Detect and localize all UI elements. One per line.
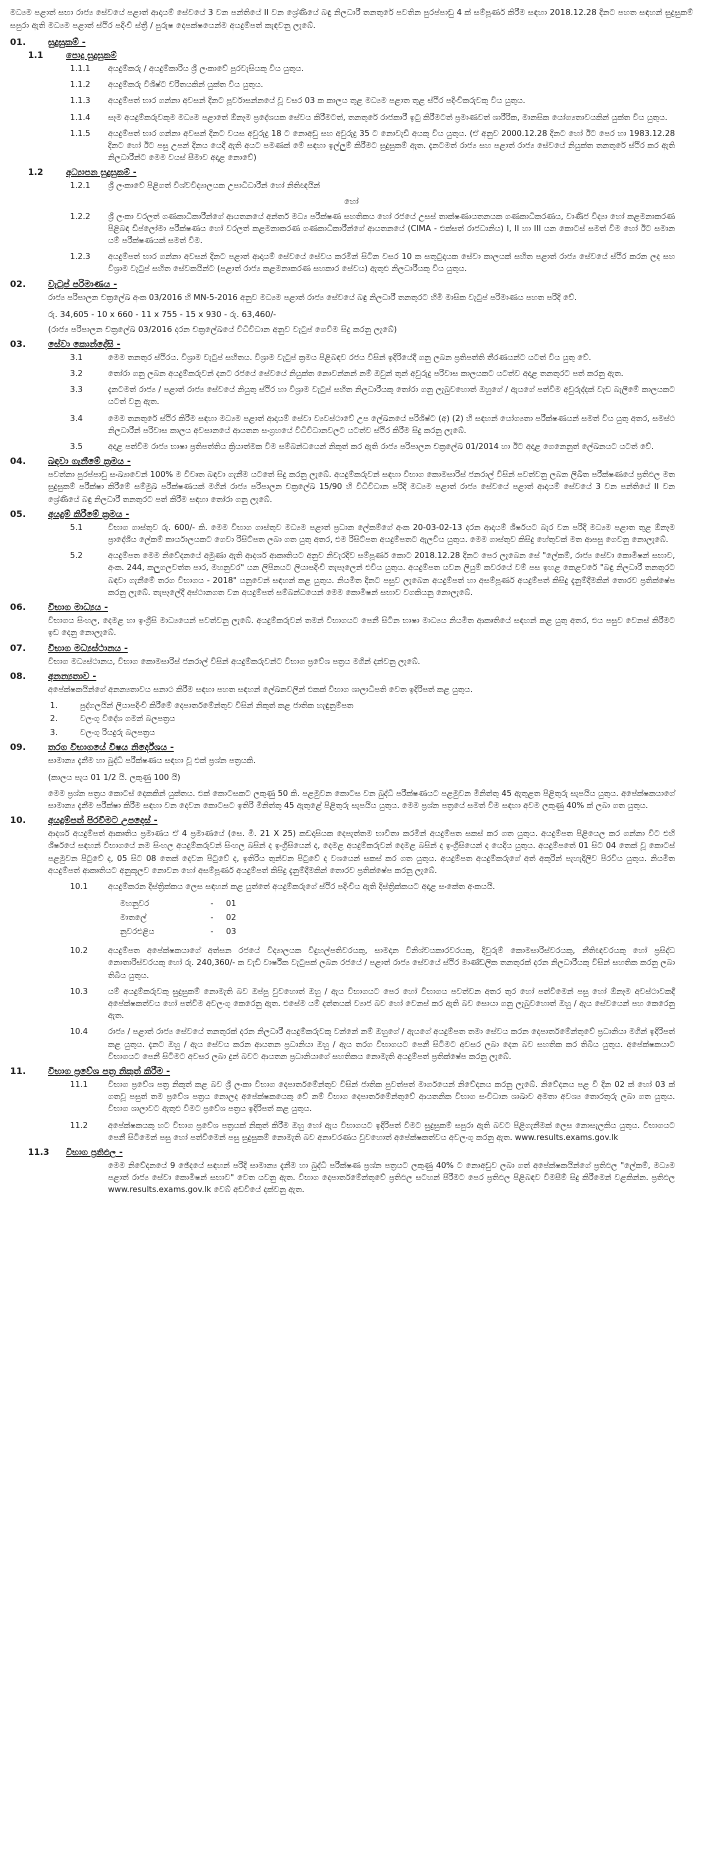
clause-item <box>70 251 693 275</box>
clause-number: 3.5 <box>70 442 83 452</box>
sections-container <box>10 38 693 1197</box>
clause-item <box>70 63 693 75</box>
clause-item <box>70 180 693 192</box>
section-block <box>10 644 693 668</box>
clause-item <box>70 79 693 91</box>
section-title: අයදුම්පත් පිරවීමට උපදෙස් - <box>48 816 158 827</box>
clause-number: 1.2.2 <box>70 211 91 221</box>
clause-text: අපේක්ෂකයකු හට විභාග ප්‍රවේශ පත්‍රයක් නිකුත් කිරීම ඔහු හෝ ඇය විභාගයට ඉදිරිපත් වීමට සුදුසුකම් සපුරා ඇති බවට පිළිගැනීමක් ලෙස නොසැලකිය යුතුය. විභාගයට පෙනී සිටීමෙන් පසු හෝ පත්වීමෙන් පසු සුදුසුකම් නොමැති බව අනාවරණය වුවහොත් අපේක්ෂකත්වය අවලංගු කරනු ඇත. www.results.exams.gov.lk <box>108 1120 675 1142</box>
clause-number: 3.1 <box>70 352 83 362</box>
list-text: වලංගු රියදුරු බලපත්‍රය <box>80 727 156 737</box>
clause-item <box>70 413 693 437</box>
clause-item <box>70 881 693 893</box>
clause-text: අයදුම්පත අපේක්ෂකයාගේ අත්සන රජයේ විද්‍යාලයක විදුහල්පතිවරයකු, සාමදාන විනිශ්චයකාරවරයකු, දිවුරුම් කොමසාරිස්වරයකු, නීතිඥවරයකු හෝ ප්‍රසිද්ධ නොතාරිස්වරයකු හෝ රු. 240,360/- ක වැඩි වාර්ෂික වැටුපක් ලබන රජයේ / පළාත් රාජ්‍ය සේවයේ ස්ථිර මාණ්ඩලික තනතුරක් දරන නිලධාරීයකු විසින් සහතික කරනු ලබා තිබිය යුතුය. <box>108 946 675 980</box>
list-text: වලංගු විදේශ ගමන් බලපත්‍රය <box>80 714 176 724</box>
clause-number: 5.1 <box>70 522 83 532</box>
section-number: 02. <box>10 279 26 290</box>
section-title: බඳවා ගැනීමේ ක්‍රමය - <box>48 457 131 468</box>
section-heading <box>10 644 693 654</box>
section-block <box>10 603 693 639</box>
section-heading <box>10 38 693 48</box>
clause-text: අයදුම්කරු / අයදුම්කාරිය ශ්‍රී ලංකාවේ පුරවැසියකු විය යුතුය. <box>108 64 304 73</box>
section-title: විභාග මධ්‍යස්ථානය - <box>48 643 128 654</box>
clause-number: 1.2.3 <box>70 252 91 262</box>
id-document-item <box>50 700 693 713</box>
section-number: 03. <box>10 339 26 350</box>
section-title: සුදුසුකම් - <box>48 38 86 48</box>
subsection-title: අධ්‍යාපන සුදුසුකම් - <box>66 168 137 179</box>
clause-text: ශ්‍රී ලංකා වරලත් ගණකාධිකාරීන්ගේ ආයතනයේ අන්තර් මධ්‍ය පරීක්ෂණ සහතිකය හෝ රජයේ උසස් තාක්ෂණායතනයක ගණකාධිකරණය, වාණිජ විද්‍යා හෝ කළමනාකරණ පිළිබඳ ඩිප්ලෝමා පරීක්ෂණය හෝ වරලත් කළමනාකරණ ගණකාධිකාරීන්ගේ ආයතනයේ (CIMA - එක්සත් රාජධානිය) I, II හා III යන කොටස් සමත් වීම හෝ ඊට සමාන යම් පරීක්ෂණයක් සමත් වීම. <box>108 211 675 246</box>
clause-item <box>70 986 693 1023</box>
clause-text: මෙම තනතුර ස්ථිරය. විශ්‍රාම වැටුප් සහිතය. විශ්‍රාම වැටුප් ක්‍රමය පිළිබඳව රජය විසින් ඉදිරියේදී ගනු ලබන ප්‍රතිපත්ති තීරණයන්ට යටත් විය යුතු වේ. <box>108 352 592 362</box>
intro-paragraph: මධ්‍යම පළාත් සභා රාජ්‍ය සේවයේ පළාත් ආදායම් සේවයේ 3 වන පන්තියේ II වන ශ්‍රේණියේ බඳු නිලධාරී තනතුරේ පවතින පුරප්පාඩු 4 ක් සම්පූර්ණ කිරීම සඳහා 2018.12.28 දිනට පහත සඳහන් සුදුසුකම් සපුරා ඇති මධ්‍යම පළාත් ස්ථිර පදිංචි ස්ත්‍රී / පුරුෂ දෙපක්ෂයෙන්ම අයදුම්පත් කැඳවනු ලැබේ. <box>10 7 693 30</box>
or-separator: හෝ <box>344 196 359 206</box>
clause-item <box>70 112 693 124</box>
clause-text: අයදුම්පත් භාර ගන්නා අවසන් දිනට පළාත් ආදායම් සේවයේ සේවය කරමින් සිටින වසර 10 ක සතුටුදායක සේවා කාලයක් සහිත පළාත් රාජ්‍ය සේවයේ ස්ථිර කරන ලද සහ විශ්‍රාම වැටුප් සහිත සේවකයින්ට (පළාත් රාජ්‍ය කළමනාකරණ සහකාර සේවය) ඇතුළු නිලධාරීයකු විය යුතුය. <box>108 252 675 274</box>
clause-number: 3.2 <box>70 369 83 379</box>
section-number: 08. <box>10 671 26 682</box>
clause-number: 1.1.4 <box>70 112 91 122</box>
clause-number: 10.4 <box>70 1027 88 1037</box>
section-number: 01. <box>10 38 26 48</box>
section-block <box>10 38 693 276</box>
clause-item <box>70 945 693 982</box>
salary-note: (රාජ්‍ය පරිපාලන චක්‍රලේඛ 03/2016 දරන චක්‍රලේඛයේ විධිවිධාන අනුව වැටුප් ගෙවීම සිදු කරනු ලැබේ) <box>48 323 397 334</box>
id-document-item <box>50 727 693 740</box>
section-block <box>10 1067 693 1197</box>
district-row <box>120 897 256 911</box>
clause-number: 10.1 <box>70 882 88 892</box>
section-title: විභාග ප්‍රවේශ පත්‍ර නිකුත් කිරීම - <box>48 1067 171 1078</box>
section-heading <box>10 340 693 350</box>
clause-number: 1.1.1 <box>70 64 91 73</box>
subsection-number: 1.1 <box>28 51 44 61</box>
section-heading <box>10 816 693 826</box>
subsection-heading <box>28 1148 693 1158</box>
clause-text: අයදුම්කරු විශිෂ්ට චරිතයකින් යුක්ත විය යුතුය. <box>108 80 264 90</box>
clause-text: අයදුම්කරන දිස්ත්‍රික්කය ලෙස සඳහන් කළ යුත්තේ අයදුම්කරුගේ ස්ථිර පදිංචිය ඇති දිස්ත්‍රික්කයට අදාළ සංකේත අංකයයි. <box>108 882 496 892</box>
clause-number: 1.1.5 <box>70 128 91 138</box>
subsection-number: 11.3 <box>28 1148 50 1159</box>
list-number: 2. <box>50 714 58 724</box>
clause-text: අදාළ පත්වීම රාජ්‍ය භාෂා ප්‍රතිපත්තිය ක්‍රියාත්මක වීම සම්බන්ධයෙන් නිකුත් කර ඇති රාජ්‍ය පරිපාලන චක්‍රලේඛ 01/2014 හා ඊට අදාළ ගෙනෙනුත් ලේඛනයට යටත් වේ. <box>108 442 654 452</box>
body-paragraph: ආදර්ශ අයදුම්පත් ආකෘතිය ප්‍රමාණය ඒ 4 ප්‍රමාණයේ (සෙ. මී. 21 X 25) කඩදාසියක දෙපැත්තම භාවිතා කරමින් අයදුම්පත සකස් කර ගත යුතුය. අයදුම්පත පිළියෙල කර ගන්නා විට එහි ශීර්ෂයේ සඳහන් විභාගයේ නම සිංහල අයදුම්කරුවන් සිංහල බසින් ද ඉංග්‍රීසියෙන් ද, දෙමළ අයදුම්කරුවන් දෙමළ බසින් ද ඉංග්‍රීසියෙන් ද යෙදිය යුතුය. අයදුම්පතේ 01 සිට 04 තෙක් වූ කොටස් පළමුවන පිටුවේ ද, 05 සිට 08 තෙක් දෙවන පිටුවේ ද, ඉතිරිය තුන්වන පිටුවේ ද වශයෙන් සකස් කර ගත යුතුය. අයදුම්පත අයදුම්කරුගේ අත් අකුරින් පැහැදිලිව පිරවිය යුතුය. නියමිත අයදුම්පත් ආකෘතියට අනුකූලව නොවන හෝ අසම්පූර්ණ අයදුම්පත් කිසිදු දැනුම්දීමකින් තොරව ප්‍රතික්ෂේප කරනු ලැබේ. <box>48 829 675 875</box>
clause-text: අයදුම්පත් භාර ගන්නා අවසන් දිනට වයස අවුරුදු 18 ට නොඅඩු සහ අවුරුදු 35 ට නොවැඩි අයකු විය යුතුය. (ඒ අනුව 2000.12.28 දිනට හෝ ඊට පෙර හා 1983.12.28 දිනට හෝ ඊට පසු උපන් දිනය යෙදී ඇති අයට පමණක් මේ සඳහා ඉල්ලුම් කිරීමට සුදුසුකම් ඇත. දැනටමත් රාජ්‍ය සහ පළාත් රාජ්‍ය සේවයේ නියුක්ත තනතුරේ ස්ථිර කර ඇති නිලධාරීන්ට මෙම වයස් සීමාව අදාළ නොවේ) <box>108 128 675 163</box>
section-heading <box>10 672 693 682</box>
district-name: මහනුවර <box>120 899 150 909</box>
section-number: 05. <box>10 509 26 520</box>
clause-number: 5.2 <box>70 551 83 561</box>
district-code-table <box>120 897 256 939</box>
section-heading <box>10 743 693 753</box>
section-number: 04. <box>10 457 26 468</box>
clause-number: 10.3 <box>70 986 88 996</box>
clause-item <box>70 1026 693 1063</box>
section-block <box>10 743 693 812</box>
district-dash: - <box>210 899 214 909</box>
section-heading <box>10 457 693 467</box>
subsection-heading <box>28 51 693 61</box>
clause-number: 3.3 <box>70 385 83 395</box>
clause-text: විභාග ගාස්තුව රු. 600/- කි. මෙම විභාග ගාස්තුව මධ්‍යම පළාත් ප්‍රධාන ලේකම්ගේ අංක 20-03-02-13 දරන ආදායම් ශීර්ෂයට බැර වන පරිදි මධ්‍යම පළාත තුළ ඕනෑම ප්‍රාදේශීය ලේකම් කාර්යාලයකට ගෙවා රිසිට්පත ලබා ගත යුතු අතර, එම රිසිට්පත අයදුම්පතට ඇලවිය යුතුය. මෙම ගාස්තුව කිසිදු හේතුවක් මත ආපසු ගෙවනු නොලැබේ. <box>108 522 675 545</box>
body-paragraph: අපේක්ෂකයින්ගේ අනන්‍යතාවය සනාථ කිරීම සඳහා පහත සඳහන් ලේඛනවලින් එකක් විභාග ශාලාධිපති වෙත ඉදිරිපත් කළ යුතුය. <box>48 684 473 694</box>
section-number: 11. <box>10 1067 26 1078</box>
district-row <box>120 925 256 939</box>
body-paragraph: සාමාන්‍ය දැනීම හා බුද්ධි පරීක්ෂණය සඳහා වූ එක් ප්‍රශ්න පත්‍රයකි. <box>48 756 256 766</box>
section-number: 09. <box>10 743 26 754</box>
section-title: විභාග මාධ්‍යය - <box>48 603 108 614</box>
section-block <box>10 457 693 506</box>
clause-text: ශ්‍රී ලංකාවේ පිළිගත් විශ්වවිද්‍යාලයක උපාධිධාරීන් හෝ නිතිඥයින් <box>108 181 321 191</box>
id-document-item <box>50 713 693 726</box>
section-block <box>10 340 693 453</box>
section-block <box>10 672 693 740</box>
clause-item <box>70 128 693 165</box>
clause-text: දැනටමත් රාජ්‍ය / පළාත් රාජ්‍ය සේවයේ නියුතු ස්ථිර හා විශ්‍රාම වැටුප් සහිත නිලධාරීයකු තෝරා ගනු ලැබුවහොත් ඔහුගේ / ඇයගේ පත්වීම අවුරුද්දක් වැඩ බැලීමේ කාලයකට යටත් වනු ඇත. <box>108 385 675 407</box>
clause-number: 10.2 <box>70 946 88 956</box>
section-heading <box>10 603 693 613</box>
section-heading <box>10 510 693 520</box>
body-paragraph: විභාග මධ්‍යස්ථානය, විභාග කොමසාරිස් ජනරාල් විසින් අයදුම්කරුවන්ට විභාග ප්‍රවේශ පත්‍රය මගින් දන්වනු ලැබේ. <box>48 656 421 666</box>
section-title: වැටුප් පරිමාණය - <box>48 279 118 290</box>
district-dash: - <box>210 927 214 937</box>
section-heading <box>10 280 693 290</box>
subsection-heading <box>28 168 693 178</box>
body-paragraph: මෙම නිවේදනයේ 9 ඡේදයේ සඳහන් පරිදි සාමාන්‍ය දැනීම හා බුද්ධි පරීක්ෂණ ප්‍රශ්න පත්‍රයට ලකුණු 40% ට නොඅඩුව ලබා ගත් අපේක්ෂකයින්ගේ ප්‍රතිඵල "ලේකම්, මධ්‍යම පළාත් රාජ්‍ය සේවා කොමිෂන් සභාව" වෙත යවනු ඇත. විභාග දෙපාර්තමේන්තුවේ ප්‍රතිඵල සටහන් පිරීමට පෙර ප්‍රතිඵල පිළිබඳව විමසීම් සිදු කිරීමෙන් වළකින්න. ප්‍රතිඵල www.results.exams.gov.lk වෙබ් අඩවියේ දක්වනු ඇත. <box>108 1161 675 1195</box>
section-block <box>10 280 693 336</box>
section-title: අනන්‍යතාව - <box>48 671 97 682</box>
body-paragraph: විභාගය සිංහල, දෙමළ හා ඉංග්‍රීසි මාධ්‍යයෙන් පවත්වනු ලැබේ. අයදුම්කරුවන් තමන් විභාගයට පෙනී සිටින භාෂා මාධ්‍යය නියමිත ආකෘතියේ සඳහන් කළ යුතු අතර, එය පසුව වෙනස් කිරීමට ඉඩ දෙනු නොලැබේ. <box>48 616 675 638</box>
clause-item <box>70 550 693 599</box>
clause-number: 11.2 <box>70 1120 88 1130</box>
subsection-title: පොදු සුදුසුකම් <box>66 51 117 61</box>
clause-text: රාජ්‍ය / පළාත් රාජ්‍ය සේවයේ තනතුරක් දරන නිලධාරී අයදුම්කරුවකු වන්නේ නම් ඔහුගේ / ඇයගේ අයදුම්පත තමා සේවය කරන දෙපාර්තමේන්තුවේ ප්‍රධානියා මගින් ඉදිරිපත් කළ යුතුය. දැනට ඔහු / ඇය සේවය කරන ආයතන ප්‍රධානියා ඔහු / ඇය තරග විභාගයට පෙනී සිටීමට අවසර ලබා දෙන බව සහතික කර තිබිය යුතුය. අපේක්ෂකයාට විභාගයට පෙනී සිටීමට අවසර ලබා දුන් බවට ආයතන ප්‍රධානියාගේ සහතිකය නොමැති අයදුම්පත් ප්‍රතික්ෂේප කරනු ලැබේ. <box>108 1027 675 1061</box>
section-heading <box>10 1067 693 1077</box>
body-paragraph: පවත්නා පුරප්පාඩු සංඛ්‍යාවෙන් 100% ම විවෘත බඳවා ගැනීම යටතේ සිදු කරනු ලැබේ. අයදුම්කරුවන් සඳහා විභාග කොමසාරිස් ජනරාල් විසින් පවත්වනු ලබන ලිඛිත පරීක්ෂණයේ ප්‍රතිඵල මත සුදුසුකම් පරීක්ෂා කිරීමේ සම්මුඛ පරීක්ෂණයක් මගින් රාජ්‍ය පරිපාලන චක්‍රලේඛ 15/90 හි විධිවිධාන පරිදි මධ්‍යම පළාත් රාජ්‍ය සේවයේ පළාත් ආදායම් සේවයේ 3 වන පන්තියේ II වන ශ්‍රේණියේ බඳු නිලධාරී තනතුරට පත් කිරීම සඳහා තෝරා ගනු ලැබේ. <box>48 470 675 504</box>
district-code: 02 <box>226 913 237 923</box>
district-name: නුවරඑළිය <box>120 927 155 937</box>
clause-text: අයදුම්පත් භාර ගන්නා අවසන් දිනට පූර්වාසන්නයේ වූ වසර 03 ක කාලය තුළ මධ්‍යම පළාත තුළ ස්ථිර පදිංචිකරුවකු විය යුතුය. <box>108 96 526 106</box>
clause-item <box>70 441 693 453</box>
clause-text: තෝරා ගනු ලබන අයදුම්කරුවන් දනට රජයේ සේවයේ නියුක්ත නොවන්නන් නම් ඔවුන් තුන් අවුරුදු පරිවාස කාලයකට යටත්ව අදාළ තනතුරට පත් කරනු ඇත. <box>108 369 624 379</box>
district-dash: - <box>210 913 214 923</box>
section-block <box>10 816 693 1063</box>
clause-text: යම් අයදුම්කරුවකු සුදුසුකම් නොමැති බව ඔප්පු වුවහොත් ඔහු / ඇය විභාගයට පෙර හෝ විභාගය පවත්වන අතර තුර හෝ පත්වීමෙන් පසු හෝ ඕනෑම අවස්ථාවකදී අපේක්ෂකත්වය හෝ පත්වීම අවලංගු කෙරෙනු ඇත. එසේම යම් දත්තයක් ව්‍යාජ බව හෝ වෙනස් කර ඇති බව සොයා ගනු ලැබුවහොත් ඔහු / ඇය සේවයෙන් පහ කෙරෙනු ඇත. <box>108 986 675 1021</box>
subsection-title: විභාග ප්‍රතිඵල - <box>66 1148 123 1159</box>
district-code: 01 <box>226 899 237 909</box>
section-number: 06. <box>10 603 26 614</box>
clause-item <box>70 522 693 546</box>
list-text: පුද්ගලයින් ලියාපදිංචි කිරීමේ දෙපාර්තමේන්තුව විසින් නිකුත් කළ ජාතික හැඳුනුම්පත <box>80 700 354 710</box>
clause-item <box>70 384 693 408</box>
district-code: 03 <box>226 927 237 937</box>
clause-number: 1.1.3 <box>70 96 91 106</box>
section-title: තරග විභාගයේ විෂය නිර්දේශය - <box>48 743 174 754</box>
clause-number: 11.1 <box>70 1080 88 1090</box>
section-title: අයදුම් කිරීමේ ක්‍රමය - <box>48 509 130 520</box>
list-number: 1. <box>50 700 58 710</box>
section-block <box>10 510 693 599</box>
clause-text: සෑම අයදුම්කරුවකුම මධ්‍යම පළාතේ ඕනෑම ප්‍රදේශයක සේවය කිරීමටත්, තනතුරේ රාජකාරී ඉටු කිරීමටත් ප්‍රමාණවත් ශාරීරික, මානසික යෝග්‍යතාවයකින් යුක්ත විය යුතුය. <box>108 112 668 122</box>
section-title: සේවා කොන්දේසි - <box>48 339 121 350</box>
section-number: 07. <box>10 643 26 654</box>
district-row <box>120 911 256 925</box>
clause-item <box>70 368 693 380</box>
clause-number: 3.4 <box>70 413 83 423</box>
clause-text: අයදුම්පත මෙම නිවේදනයේ අමුණා ඇති ආදර්ශ ආකෘතියට අනුව නිවැරදිව සම්පූර්ණ කොට 2018.12.28 දිනට පෙර ලැබෙන සේ "ලේකම්, රාජ්‍ය සේවා කොමිෂන් සභාව, අංක. 244, කලුගලවත්ත පාර, මහනුවර" යන ලිපිනයට ලියාපදිංචි තැපෑලෙන් එවිය යුතුය. අයදුම්පත යවන ලියුම් කවරයේ වම් පස ඉහළ කෙළවරේ "බඳු නිලධාරී තනතුරට බඳවා ගැනීමේ තරග විභාගය - 2018" යනුවෙන් සඳහන් කළ යුතුය. නියමිත දිනට පසුව ලැබෙන අයදුම්පත් හා අසම්පූර්ණ අයදුම්පත් කිසිදු දැනුම්දීමකින් තොරව ප්‍රතික්ෂේප කරනු ලැබේ. තැපෑලේදී අස්ථානගත වන අයදුම්පත් සම්බන්ධයෙන් මෙම කොමිෂන් සභාව වගකියනු නොලැබේ. <box>108 551 675 597</box>
body-paragraph: (කාලය පැය 01 1/2 යි. ලකුණු 100 යි) <box>48 772 181 782</box>
section-number: 10. <box>10 816 26 827</box>
clause-item <box>70 95 693 107</box>
salary-scale: රු. 34,605 - 10 x 660 - 11 x 755 - 15 x 930 - රු. 63,460/- <box>48 308 277 319</box>
clause-item <box>70 352 693 364</box>
district-name: මාතලේ <box>120 913 147 923</box>
body-paragraph: රාජ්‍ය පරිපාලන චක්‍රලේඛ අංක 03/2016 හි MN-5-2016 අනුව මධ්‍යම පළාත් රාජ්‍ය සේවයේ බඳු නිලධාරී තනතුරට හිමි මාසික වැටුප් පරිමාණය පහත පරිදි වේ. <box>48 292 577 302</box>
clause-number: 1.1.2 <box>70 80 91 90</box>
clause-text: මෙම තනතුරේ ස්ථිර කිරීම සඳහා මධ්‍යම පළාත් ආදායම් සේවා ව්‍යවස්ථාවේ උප ලේඛනයේ පරිශිෂ්ට (අ) (2) හි සඳහන් යෝග්‍යතා පරීක්ෂණයන් සමත් විය යුතු අතර, සමස්ථ නිලධාරීන් පරිවාස කාලය අවසානයේ ආයතන සංග්‍රහයේ විධිවිධානවලට යටත්ව ස්ථිර කිරීම සිදු කරනු ලැබේ. <box>108 413 675 435</box>
subsection-number: 1.2 <box>28 168 44 179</box>
body-paragraph: මෙම ප්‍රශ්න පත්‍රය කොටස් දෙකකින් යුක්තය. එක් කොටසකට ලකුණු 50 කි. පළමුවන කොටස වන බුද්ධි පරීක්ෂණයට පළමුවන මිනිත්තු 45 ඇතුළත පිළිතුරු සැපයිය යුතුය. අපේක්ෂකයාගේ සාමාන්‍ය දැනීම පරීක්ෂා කිරීම සඳහා වන දෙවන කොටසට ඉතිරි මිනිත්තු 45 ඇතුළේ පිළිතුරු සැපයිය යුතුය. මෙම ප්‍රශ්න පත්‍රයේ සමත් වීම සඳහා අවම ලකුණු 40% ක් ලබා ගත යුතුය. <box>48 788 675 811</box>
list-number: 3. <box>50 727 58 737</box>
clause-item <box>70 1120 693 1144</box>
clause-item <box>70 1079 693 1116</box>
clause-number: 1.2.1 <box>70 181 91 191</box>
clause-item <box>70 211 693 248</box>
clause-text: විභාග ප්‍රවේශ පත්‍ර නිකුත් කළ බව ශ්‍රී ලංකා විභාග දෙපාර්තමේන්තුව විසින් ජාතික පුවත්පත් මාර්ගයෙන් නිවේදනය කරනු ලැබේ. නිවේදනය පළ වී දින 02 ක් හෝ 03 ක් ගතවූ පසුත් තම ප්‍රවේශ පත්‍රය නොලද අපේක්ෂකයෙකු වේ නම් විභාග දෙපාර්තමේන්තුවේ ආයතනික විභාග සංවිධාන ශාඛාව අමතා අවශ්‍ය තොරතුරු ලබා ගත යුතුය. විභාග ශාලාවට ඇතුළු වීමට ප්‍රවේශ පත්‍රය ඉදිරිපත් කළ යුතුය. <box>108 1080 675 1114</box>
